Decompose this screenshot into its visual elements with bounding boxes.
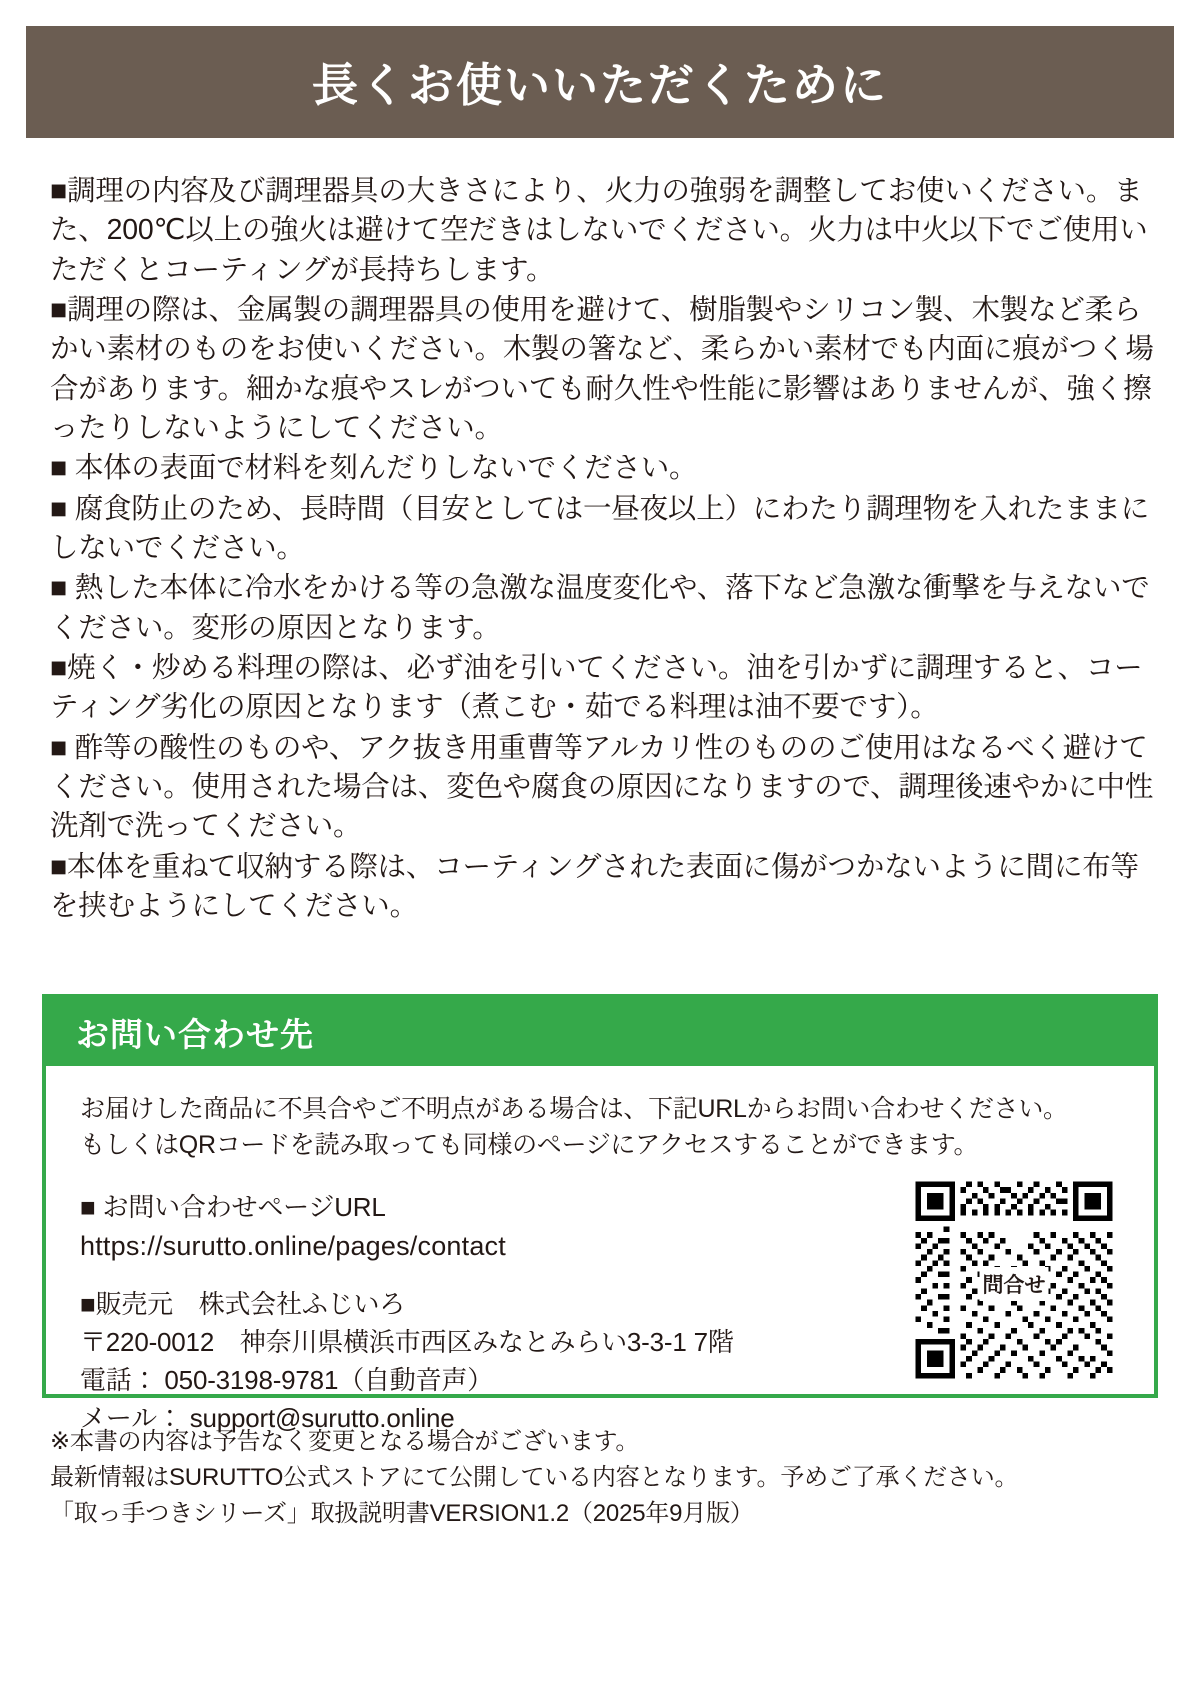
care-instruction-item: ■ 本体の表面で材料を刻んだりしないでください。 — [50, 452, 698, 485]
seller-address: 〒220-0012 神奈川県横浜市西区みなとみらい3-3-1 7階 — [80, 1327, 734, 1358]
contact-seller-section — [80, 1286, 840, 1438]
footnote-line: 最新情報はSURUTTO公式ストアにて公開している内容となります。予めご了承ください。 — [50, 1464, 1019, 1491]
contact-url-section — [80, 1189, 840, 1266]
footnotes — [50, 1424, 1150, 1532]
qr-code-label: 問合せ — [980, 1267, 1049, 1301]
care-instruction-item: ■本体を重ねて収納する際は、コーティングされた表面に傷がつかないように間に布等を挟むようにしてください。 — [50, 850, 1139, 922]
footnote-line: 「取っ手つきシリーズ」取扱説明書VERSION1.2（2025年9月版） — [50, 1500, 754, 1527]
contact-url-link[interactable]: https://surutto.online/pages/contact — [80, 1230, 506, 1261]
page-title: 長くお使いいただくために — [312, 59, 888, 111]
care-instruction-item: ■調理の際は、金属製の調理器具の使用を避けて、樹脂製やシリコン製、木製など柔らかい素材のものをお使いください。木製の箸など、柔らかい素材でも内面に痕がつく場合があります。細かな痕やスレがついても耐久性や性能に影響はありませんが、強く擦ったりしないようにしてください。 — [50, 293, 1154, 444]
care-instructions-list — [50, 172, 1155, 927]
contact-lead-line-1: お届けした商品に不具合やご不明点がある場合は、下記URLからお問い合わせください。 — [80, 1095, 1068, 1123]
care-instruction-item: ■調理の内容及び調理器具の大きさにより、火力の強弱を調整してお使いください。また、200℃以上の強火は避けて空だきはしないでください。火力は中火以下でご使用いただくとコーティングが長持ちします。 — [50, 175, 1148, 286]
care-instruction-item: ■焼く・炒める料理の際は、必ず油を引いてください。油を引かずに調理すると、コーティング劣化の原因となります（煮こむ・茹でる料理は油不要です）。 — [50, 651, 1143, 724]
footnote-line: ※本書の内容は予告なく変更となる場合がございます。 — [50, 1428, 640, 1455]
contact-box-body — [46, 1066, 1154, 1434]
page-header-band — [26, 26, 1174, 138]
care-instruction-item: ■ 酢等の酸性のものや、アク抜き用重曹等アルカリ性のもののご使用はなるべく避けてください。使用された場合は、変色や腐食の原因になりますので、調理後速やかに中性洗剤で洗ってください。 — [50, 731, 1154, 843]
care-instruction-item: ■ 腐食防止のため、長時間（目安としては一昼夜以上）にわたり調理物を入れたままにしないでください。 — [50, 492, 1149, 564]
contact-box — [42, 994, 1158, 1434]
contact-box-header — [46, 998, 1154, 1066]
seller-name: ■販売元 株式会社ふじいろ — [80, 1289, 406, 1320]
contact-heading: お問い合わせ先 — [76, 1015, 314, 1053]
seller-email: メール： support@surutto.online — [80, 1403, 455, 1434]
seller-phone: 電話： 050-3198-9781（自動音声） — [80, 1365, 493, 1396]
contact-url-label: ■ お問い合わせページURL — [80, 1192, 386, 1222]
contact-lead-line-2: もしくはQRコードを読み取っても同様のページにアクセスすることができます。 — [80, 1130, 979, 1159]
qr-code[interactable] — [910, 1176, 1118, 1384]
care-instruction-item: ■ 熱した本体に冷水をかける等の急激な温度変化や、落下など急激な衝撃を与えないでください。変形の原因となります。 — [50, 572, 1150, 644]
